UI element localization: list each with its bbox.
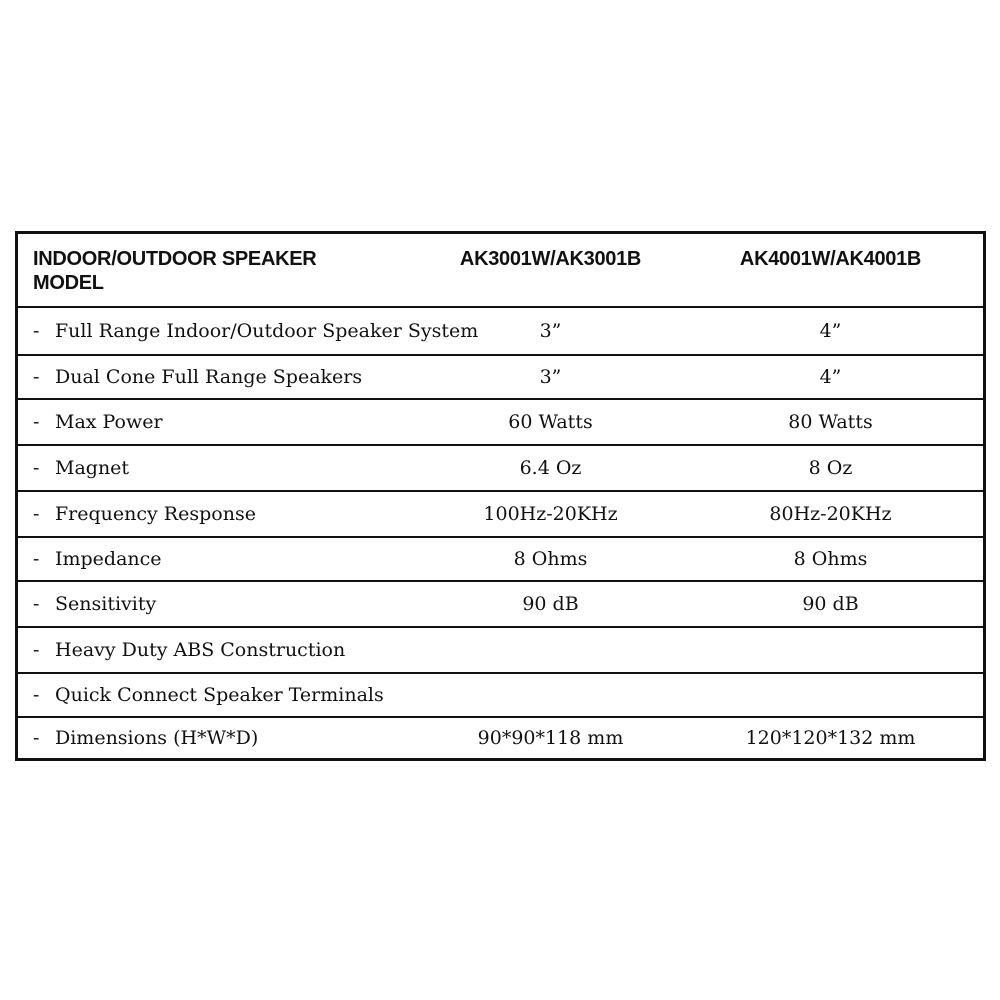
row-label-text: Impedance	[55, 548, 162, 570]
row-label-text: Full Range Indoor/Outdoor Speaker System	[55, 320, 479, 342]
row-label-text: Dimensions (H*W*D)	[55, 727, 259, 749]
row-label	[33, 582, 156, 626]
row-value-model-a: 90*90*118 mm	[477, 727, 624, 749]
bullet-dash: -	[33, 727, 40, 749]
bullet-dash: -	[33, 503, 40, 525]
row-value-model-a: 8 Ohms	[513, 548, 588, 570]
row-label-text: Max Power	[55, 411, 163, 433]
row-value-model-b: 80Hz-20KHz	[769, 503, 892, 525]
row-value-model-a: 6.4 Oz	[519, 457, 582, 479]
row-label-text: Magnet	[55, 457, 130, 479]
table-row	[18, 490, 983, 536]
table-row	[18, 626, 983, 672]
row-value-model-a	[398, 674, 703, 716]
row-label	[33, 674, 384, 716]
bullet-dash: -	[33, 320, 40, 342]
header-row	[18, 234, 983, 306]
table-row	[18, 398, 983, 444]
row-label-text: Dual Cone Full Range Speakers	[55, 366, 363, 388]
row-label-text: Heavy Duty ABS Construction	[55, 639, 346, 661]
row-label	[33, 492, 256, 536]
table-row	[18, 716, 983, 758]
row-value-model-b: 120*120*132 mm	[745, 727, 916, 749]
bullet-dash: -	[33, 684, 40, 706]
row-value-model-a: 3”	[539, 366, 562, 388]
header-label-line2: MODEL	[33, 272, 104, 294]
row-value-model-b: 4”	[819, 320, 842, 342]
header-label	[33, 247, 353, 295]
row-value-model-a: 90 dB	[522, 593, 579, 615]
row-value-model-a	[398, 628, 703, 672]
table-row	[18, 672, 983, 716]
bullet-dash: -	[33, 593, 40, 615]
row-value-model-b: 90 dB	[802, 593, 859, 615]
spec-table	[15, 231, 986, 761]
row-label	[33, 446, 129, 490]
table-row	[18, 354, 983, 398]
table-row	[18, 306, 983, 354]
row-label	[33, 400, 163, 444]
table-row	[18, 444, 983, 490]
row-value-model-b: 8 Ohms	[793, 548, 868, 570]
row-value-model-b	[678, 628, 983, 672]
header-label-line1: INDOOR/OUTDOOR SPEAKER	[33, 248, 317, 270]
row-value-model-b: 80 Watts	[788, 411, 873, 433]
row-value-model-b: 4”	[819, 366, 842, 388]
row-value-model-b: 8 Oz	[808, 457, 853, 479]
row-label	[33, 538, 162, 580]
bullet-dash: -	[33, 411, 40, 433]
bullet-dash: -	[33, 639, 40, 661]
row-value-model-b	[678, 674, 983, 716]
bullet-dash: -	[33, 457, 40, 479]
bullet-dash: -	[33, 366, 40, 388]
header-model-b: AK4001W/AK4001B	[739, 248, 922, 270]
row-label	[33, 718, 258, 758]
row-label-text: Sensitivity	[55, 593, 157, 615]
row-value-model-a: 100Hz-20KHz	[483, 503, 618, 525]
row-label	[33, 628, 345, 672]
header-model-a: AK3001W/AK3001B	[459, 248, 642, 270]
row-value-model-a: 3”	[539, 320, 562, 342]
row-label-text: Frequency Response	[55, 503, 256, 525]
table-row	[18, 536, 983, 580]
row-value-model-a: 60 Watts	[508, 411, 593, 433]
table-row	[18, 580, 983, 626]
bullet-dash: -	[33, 548, 40, 570]
row-label-text: Quick Connect Speaker Terminals	[55, 684, 384, 706]
row-label	[33, 356, 362, 398]
